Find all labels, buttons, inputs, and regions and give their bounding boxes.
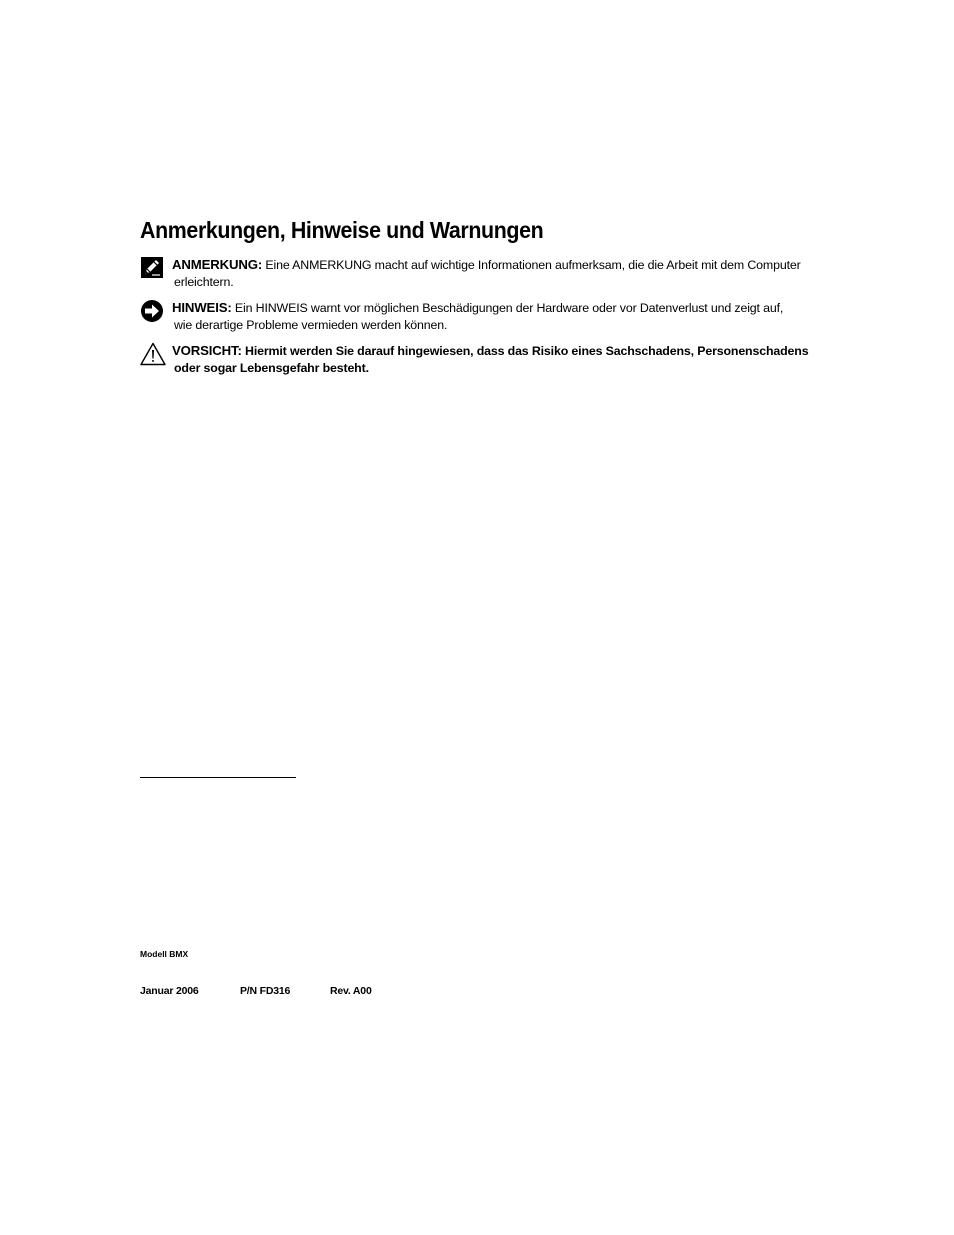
revision: Rev. A00 (330, 985, 372, 997)
hint-keyword: HINWEIS: (172, 300, 232, 315)
note-keyword: ANMERKUNG: (172, 257, 263, 272)
arrow-circle-icon (140, 299, 166, 325)
caution-text-line2: oder sogar Lebensgefahr besteht. (174, 361, 369, 375)
hint-text-line2: wie derartige Probleme vermieden werden können. (174, 318, 448, 332)
note-text-line1: Eine ANMERKUNG macht auf wichtige Informationen aufmerksam, die die Arbeit mit dem Computer (265, 258, 801, 272)
caution-text-line1: Hiermit werden Sie darauf hingewiesen, dass das Risiko eines Sachschadens, Personenschadens (245, 344, 809, 358)
caution-keyword: VORSICHT: (172, 343, 242, 358)
hint-text-line1: Ein HINWEIS warnt vor möglichen Beschädigungen der Hardware oder vor Datenverlust und zeigt auf, (234, 301, 784, 315)
part-number: P/N FD316 (240, 985, 291, 997)
publication-date: Januar 2006 (140, 985, 199, 997)
footnote-divider (140, 777, 296, 778)
note-text-line2: erleichtern. (174, 275, 234, 289)
model-number: Modell BMX (140, 949, 189, 959)
page-title: Anmerkungen, Hinweise und Warnungen (140, 217, 544, 243)
pencil-note-icon (140, 256, 166, 282)
warning-triangle-icon (140, 342, 166, 368)
